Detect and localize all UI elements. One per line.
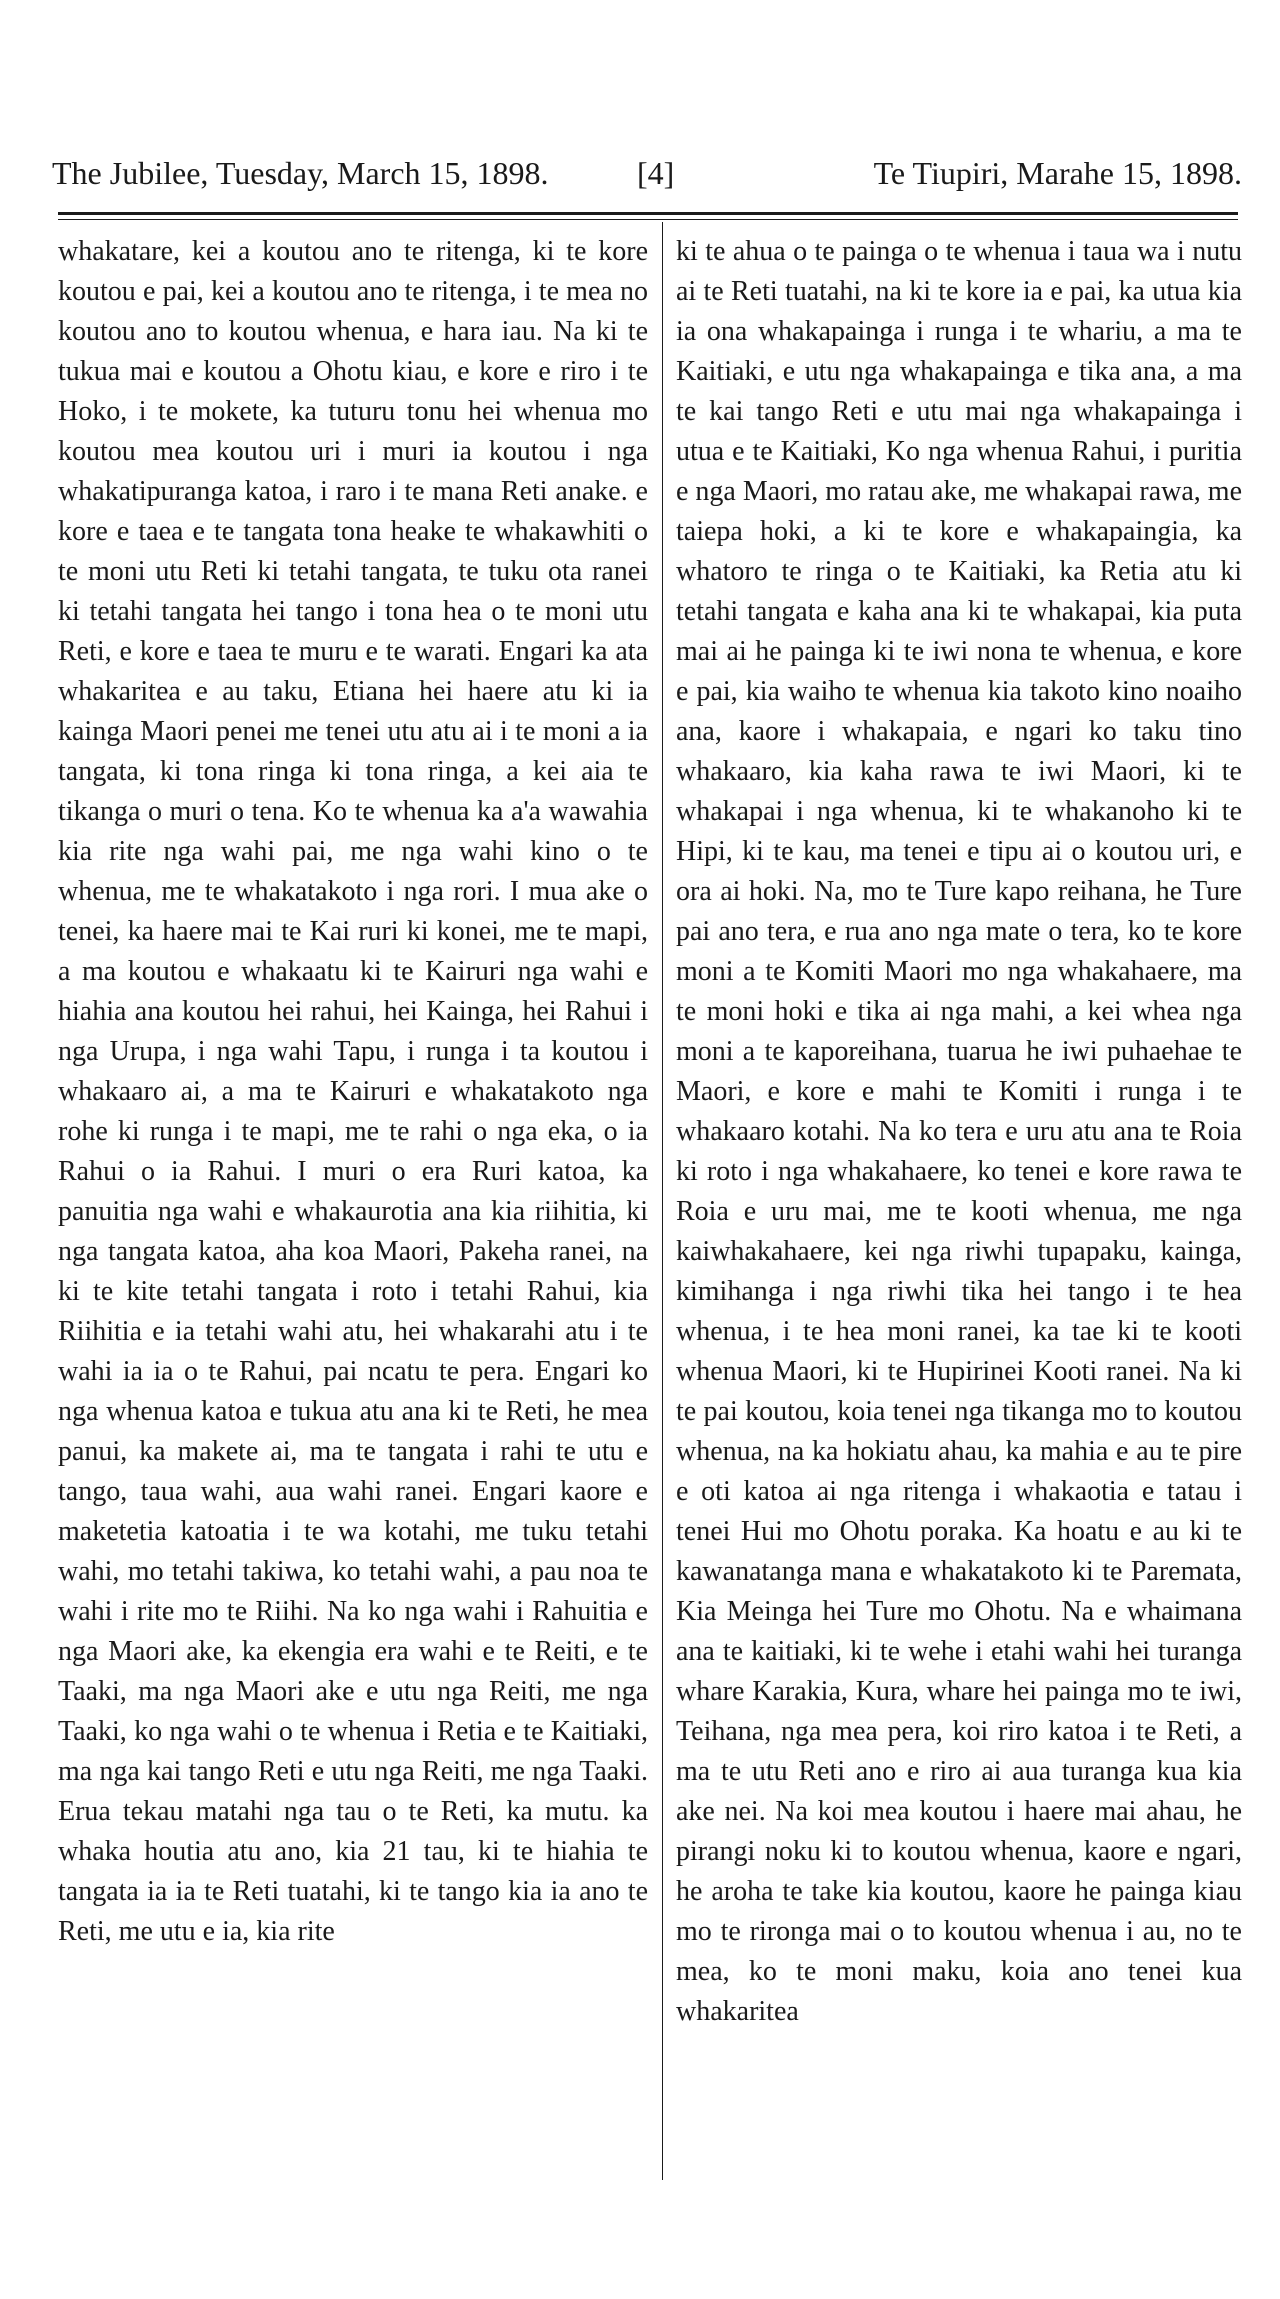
left-column (58, 232, 648, 1992)
right-column-text: ki te ahua o te painga o te whenua i taua wa i nutu ai te Reti tuatahi, na ki te kore ia e pai, ka utua kia ia ona whakapainga i runga i te whariu, a ma te Kaitiaki, e utu nga whakapainga e tika ana, a ma te kai tango Reti e utu mai nga whakapainga i utua e te Kaitiaki, Ko nga whenua Rahui, i puritia e nga Maori, mo ratau ake, me whakapai rawa, me taiepa hoki, a ki te kore e whakapaingia, ka whatoro te ringa o te Kaitiaki, ka Retia atu ki tetahi tangata e kaha ana ki te whakapai, kia puta mai ai he painga ki te iwi nona te whenua, e kore e pai, kia waiho te whenua kia takoto kino noaiho ana, kaore i whakapaia, e ngari ko taku tino whakaaro, kia kaha rawa te iwi Maori, ki te whakapai i nga whenua, ki te whakanoho ki te Hipi, ki te kau, ma tenei e tipu ai o koutou uri, e ora ai hoki. Na, mo te Ture kapo reihana, he Ture pai ano tera, e rua ano nga mate o tera, ko te kore moni a te Komiti Maori mo nga whakahaere, ma te moni hoki e tika ai nga mahi, a kei whea nga moni a te kaporeihana, tuarua he iwi puhaehae te Maori, e kore e mahi te Komiti i runga i te whakaaro kotahi. Na ko tera e uru atu ana te Roia ki roto i nga whakahaere, ko tenei e kore rawa te Roia e uru mai, me te kooti whenua, me nga kaiwhakahaere, kei nga riwhi tupapaku, kainga, kimihanga i nga riwhi tika hei tango i te hea whenua, i te hea moni ranei, ka tae ki te kooti whenua Maori, ki te Hupirinei Kooti ranei. Na ki te pai koutou, koia tenei nga tikanga mo to koutou whenua, na ka hokiatu ahau, ka mahia e au te pire e oti katoa ai nga ritenga i whakaotia e tatau i tenei Hui mo Ohotu poraka. Ka hoatu e au ki te kawanatanga mana e whakatakoto ki te Paremata, Kia Meinga hei Ture mo Ohotu. Na e whaimana ana te kaitiaki, ki te wehe i etahi wahi hei turanga whare Karakia, Kura, whare hei painga mo te iwi, Teihana, nga mea pera, koi riro katoa i te Reti, a ma te utu Reti ano e riro ai aua turanga kua kia ake nei. Na koi mea koutou i haere mai ahau, he pirangi noku ki to koutou whenua, kaore e ngari, he aroha te take kia koutou, kaore he painga kiau mo te rironga mai o to koutou whenua i au, no te mea, ko te moni maku, koia ano tenei kua whakaritea (676, 236, 1242, 2027)
page-header (52, 148, 1242, 198)
right-column (676, 232, 1242, 2072)
column-divider (662, 222, 663, 2180)
page-number: [4] (637, 155, 675, 191)
header-maori-title: Te Tiupiri, Marahe 15, 1898. (873, 155, 1242, 191)
header-english-title: The Jubilee, Tuesday, March 15, 1898. (52, 155, 549, 191)
left-column-text: whakatare, kei a koutou ano te ritenga, ki te kore koutou e pai, kei a koutou ano te ritenga, i te mea no koutou ano to koutou whenua, e hara iau. Na ki te tukua mai e koutou a Ohotu kiau, e kore e riro i te Hoko, i te mokete, ka tuturu tonu hei whenua mo koutou mea koutou uri i muri ia koutou i nga whakatipuranga katoa, i raro i te mana Reti anake. e kore e taea e te tangata tona heake te whakawhiti o te moni utu Reti ki tetahi tangata, te tuku ota ranei ki tetahi tangata hei tango i tona hea o te moni utu Reti, e kore e taea te muru e te warati. Engari ka ata whakaritea e au taku, Etiana hei haere atu ki ia kainga Maori penei me tenei utu atu ai i te moni a ia tangata, ki tona ringa ki tona ringa, a kei aia te tikanga o muri o tena. Ko te whenua ka a'a wawahia kia rite nga wahi pai, me nga wahi kino o te whenua, me te whakatakoto i nga rori. I mua ake o tenei, ka haere mai te Kai ruri ki konei, me te mapi, a ma koutou e whakaatu ki te Kairuri nga wahi e hiahia ana koutou hei rahui, hei Kainga, hei Rahui i nga Urupa, i nga wahi Tapu, i runga i ta koutou i whakaaro ai, a ma te Kairuri e whakatakoto nga rohe ki runga i te mapi, me te rahi o nga eka, o ia Rahui o ia Rahui. I muri o era Ruri katoa, ka panuitia nga wahi e whakaurotia ana kia riihitia, ki nga tangata katoa, aha koa Maori, Pakeha ranei, na ki te kite tetahi tangata i roto i tetahi Rahui, kia Riihitia e ia tetahi wahi atu, hei whakarahi atu i te wahi ia ia o te Rahui, pai ncatu te pera. Engari ko nga whenua katoa e tukua atu ana ki te Reti, he mea panui, ka makete ai, ma te tangata i rahi te utu e tango, taua wahi, aua wahi ranei. Engari kaore e maketetia katoatia i te wa kotahi, me tuku tetahi wahi, mo tetahi takiwa, ko tetahi wahi, a pau noa te wahi i rite mo te Riihi. Na ko nga wahi i Rahuitia e nga Maori ake, ka ekengia era wahi e te Reiti, e te Taaki, ma nga Maori ake e utu nga Reiti, me nga Taaki, ko nga wahi o te whenua i Retia e te Kaitiaki, ma nga kai tango Reti e utu nga Reiti, me nga Taaki. Erua tekau matahi nga tau o te Reti, ka mutu. ka whaka houtia atu ano, kia 21 tau, ki te hiahia te tangata ia ia te Reti tuatahi, ki te tango kia ia ano te Reti, me utu e ia, kia rite (58, 236, 648, 1947)
header-rule-thick (58, 212, 1238, 215)
header-rule-thin (58, 219, 1238, 220)
